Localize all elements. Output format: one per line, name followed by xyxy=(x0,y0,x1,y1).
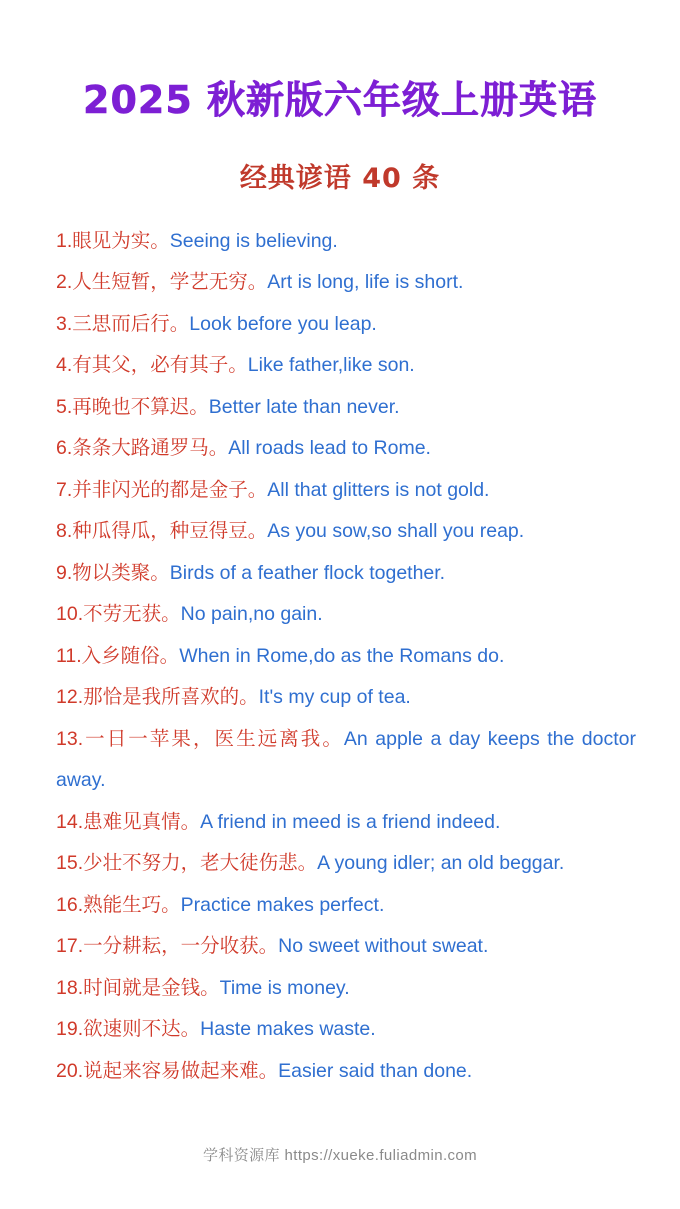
list-item-number: 7. xyxy=(56,478,73,501)
list-item-number: 15. xyxy=(56,852,84,875)
list-item-chinese: 那恰是我所喜欢的。 xyxy=(83,686,259,709)
list-item xyxy=(56,926,636,968)
list-item-chinese: 有其父，必有其子。 xyxy=(72,354,248,377)
list-item xyxy=(56,304,636,346)
list-item-number: 5. xyxy=(56,395,73,418)
list-item-english: Seeing is believing. xyxy=(169,229,338,252)
list-item-chinese: 一分耕耘，一分收获。 xyxy=(83,935,279,958)
list-item xyxy=(56,511,636,553)
list-item-number: 19. xyxy=(56,1018,84,1041)
list-item xyxy=(56,428,636,470)
list-item xyxy=(56,470,636,512)
list-item xyxy=(56,636,636,678)
proverb-list xyxy=(44,195,636,1093)
list-item xyxy=(56,1051,636,1093)
list-item xyxy=(56,885,636,927)
page-title: 2025 秋新版六年级上册英语 xyxy=(83,78,597,122)
list-item-english: When in Rome,do as the Romans do. xyxy=(179,644,505,667)
list-item xyxy=(56,594,636,636)
list-item-chinese: 并非闪光的都是金子。 xyxy=(72,478,268,501)
list-item-chinese: 一日一苹果，医生远离我。 xyxy=(83,727,344,750)
list-item-chinese: 欲速则不达。 xyxy=(83,1018,201,1041)
list-item-chinese: 不劳无获。 xyxy=(83,603,181,626)
list-item xyxy=(56,345,636,387)
list-item-number: 9. xyxy=(56,561,73,584)
list-item-chinese: 种瓜得瓜，种豆得豆。 xyxy=(72,520,268,543)
list-item-chinese: 时间就是金钱。 xyxy=(83,976,220,999)
list-item-chinese: 人生短暂，学艺无穷。 xyxy=(72,271,268,294)
list-item-english: Time is money. xyxy=(219,976,350,999)
list-item-english: Better late than never. xyxy=(208,395,400,418)
footer-watermark: 学科资源库 https://xueke.fuliadmin.com xyxy=(202,1147,478,1164)
list-item-english: Birds of a feather flock together. xyxy=(169,561,446,584)
list-item xyxy=(56,802,636,844)
list-item-number: 3. xyxy=(56,312,73,335)
list-item-chinese: 少壮不努力，老大徒伤悲。 xyxy=(83,852,318,875)
list-item-number: 14. xyxy=(56,810,84,833)
list-item xyxy=(56,221,636,263)
list-item-chinese: 条条大路通罗马。 xyxy=(72,437,229,460)
list-item xyxy=(56,843,636,885)
list-item-number: 13. xyxy=(56,727,84,750)
list-item xyxy=(56,1009,636,1051)
list-item-number: 17. xyxy=(56,935,84,958)
list-item-english: No pain,no gain. xyxy=(180,603,323,626)
list-item-english: It's my cup of tea. xyxy=(258,686,411,709)
list-item-english: Like father,like son. xyxy=(247,354,415,377)
list-item-chinese: 入乡随俗。 xyxy=(81,644,180,667)
list-item-english: A friend in meed is a friend indeed. xyxy=(200,810,501,833)
list-item-english: Practice makes perfect. xyxy=(180,893,385,916)
list-item-english: Art is long, life is short. xyxy=(267,271,464,294)
list-item-english: No sweet without sweat. xyxy=(278,935,489,958)
list-item-number: 6. xyxy=(56,437,73,460)
list-item-english: An apple a day keeps the doctor away. xyxy=(56,727,636,792)
list-item-english: Easier said than done. xyxy=(278,1059,473,1082)
list-item-number: 2. xyxy=(56,271,73,294)
list-item-english: As you sow,so shall you reap. xyxy=(267,520,525,543)
page-subtitle: 经典谚语 40 条 xyxy=(239,162,441,194)
list-item xyxy=(56,387,636,429)
list-item-chinese: 眼见为实。 xyxy=(72,229,170,252)
list-item-chinese: 物以类聚。 xyxy=(72,561,170,584)
list-item-number: 1. xyxy=(56,229,73,252)
list-item-chinese: 三思而后行。 xyxy=(72,312,190,335)
list-item xyxy=(56,968,636,1010)
list-item-chinese: 说起来容易做起来难。 xyxy=(83,1059,279,1082)
list-item-number: 20. xyxy=(56,1059,84,1082)
list-item xyxy=(56,553,636,595)
list-item xyxy=(56,677,636,719)
list-item-english: All roads lead to Rome. xyxy=(228,437,431,460)
list-item-number: 8. xyxy=(56,520,73,543)
list-item xyxy=(56,719,636,802)
list-item-chinese: 再晚也不算迟。 xyxy=(72,395,209,418)
list-item-chinese: 患难见真情。 xyxy=(83,810,201,833)
list-item-number: 12. xyxy=(56,686,84,709)
list-item-number: 4. xyxy=(56,354,73,377)
list-item-english: Haste makes waste. xyxy=(200,1018,376,1041)
list-item-number: 11. xyxy=(56,644,82,667)
list-item-number: 18. xyxy=(56,976,84,999)
list-item-english: A young idler; an old beggar. xyxy=(317,852,565,875)
list-item-number: 10. xyxy=(56,603,84,626)
list-item-chinese: 熟能生巧。 xyxy=(83,893,181,916)
list-item-number: 16. xyxy=(56,893,84,916)
list-item-english: Look before you leap. xyxy=(189,312,377,335)
list-item-english: All that glitters is not gold. xyxy=(267,478,490,501)
list-item xyxy=(56,262,636,304)
